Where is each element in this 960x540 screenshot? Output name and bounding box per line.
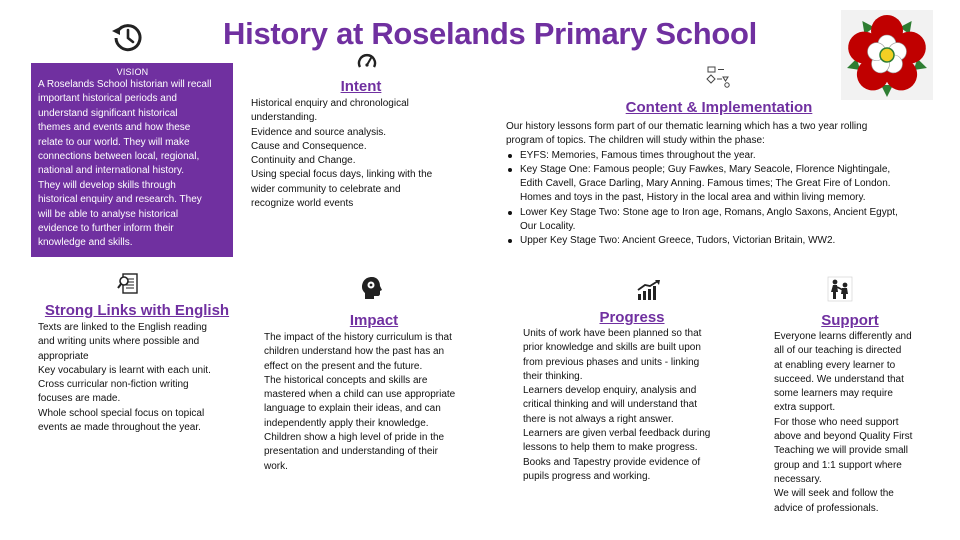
support-line: advice of professionals.: [774, 502, 879, 514]
impact-text: [264, 331, 494, 474]
intent-line: recognize world events: [251, 198, 354, 210]
impact-line: language to explain their ideas, and can: [264, 403, 441, 415]
content-intro-line: program of topics. The children will study within the phase:: [506, 135, 765, 147]
support-text: [774, 330, 954, 516]
support-line: We will seek and follow the: [774, 488, 894, 500]
support-line: above and beyond Quality First: [774, 431, 913, 443]
vision-line: themes and events and how these: [38, 122, 191, 134]
vision-text: [38, 78, 227, 251]
progress-line: pupils progress and working.: [523, 470, 651, 482]
phase-item: [520, 234, 936, 248]
vision-label: VISION: [116, 67, 149, 77]
impact-line: The historical concepts and skills are: [264, 374, 428, 386]
vision-line: historical enquiry and research. They: [38, 194, 202, 206]
english-line: Texts are linked to the English reading: [38, 322, 207, 333]
impact-heading: Impact: [349, 312, 399, 329]
english-line: Whole school special focus on topical: [38, 407, 205, 419]
intent-line: Evidence and source analysis.: [251, 126, 387, 138]
phase-item: [520, 163, 936, 206]
speedometer-icon: [357, 53, 377, 71]
support-line: Everyone learns differently and: [774, 331, 912, 342]
phase-line: Upper Key Stage Two: Ancient Greece, Tudors, Victorian Britain, WW2.: [520, 235, 836, 247]
impact-line: effect on the present and the future.: [264, 360, 423, 372]
support-line: Teaching we will provide small: [774, 445, 908, 457]
progress-line: their thinking.: [523, 370, 583, 382]
phase-line: Edith Cavell, Grace Darling, Mary Anning. Famous times; The Great Fire of London.: [520, 178, 891, 190]
progress-line: there is not always a right answer.: [523, 413, 674, 425]
intent-line: Historical enquiry and chronological: [251, 98, 409, 109]
vision-panel: [31, 63, 233, 257]
flowchart-icon: [706, 66, 732, 88]
impact-line: The impact of the history curriculum is that: [264, 332, 452, 343]
english-line: and writing units where possible and: [38, 336, 200, 348]
progress-line: Units of work have been planned so that: [523, 328, 702, 339]
vision-line: national and international history.: [38, 165, 185, 177]
english-line: Cross curricular non-fiction writing: [38, 379, 189, 391]
impact-line: work.: [264, 460, 288, 472]
vision-line: connections between local, regional,: [38, 151, 200, 163]
support-line: all of our teaching is directed: [774, 345, 902, 357]
content-heading: Content & Implementation: [625, 99, 813, 116]
impact-line: presentation and understanding of their: [264, 446, 439, 458]
tudor-rose-logo: [841, 10, 933, 100]
phase-line: Key Stage One: Famous people; Guy Fawkes, Mary Seacole, Florence Nightingale,: [520, 163, 891, 175]
phase-line: Homes and toys in the past, History in the local area and within living memory.: [520, 192, 866, 204]
impact-line: mastered when a child can use appropriate: [264, 389, 456, 401]
head-brain-icon: [361, 276, 383, 300]
impact-line: Children show a high level of pride in the: [264, 432, 445, 444]
impact-line: independently apply their knowledge.: [264, 417, 429, 429]
page-title: History at Roselands Primary School: [223, 16, 757, 51]
vision-line: will be able to analyse historical: [38, 208, 179, 220]
intent-line: Cause and Consequence.: [251, 140, 367, 152]
support-line: necessary.: [774, 473, 822, 485]
intent-text: [251, 97, 491, 211]
progress-heading: Progress: [599, 309, 665, 326]
content-text: [506, 120, 936, 249]
impact-line: children understand how the past has an: [264, 346, 445, 358]
vision-line: relate to our world. They will make: [38, 136, 190, 148]
progress-line: critical thinking and will understand that: [523, 399, 697, 411]
support-line: at enabling every learner to: [774, 359, 896, 371]
progress-line: prior knowledge and skills are built upon: [523, 342, 701, 354]
phase-line: Our Locality.: [520, 221, 576, 233]
content-intro-line: Our history lessons form part of our thematic learning which has a two year rolling: [506, 121, 868, 132]
progress-line: lessons to help them to make progress.: [523, 442, 698, 454]
english-heading: Strong Links with English: [44, 302, 230, 319]
vision-line: evidence to further inform their: [38, 223, 174, 235]
intent-heading: Intent: [340, 78, 382, 95]
vision-line: knowledge and skills.: [38, 237, 133, 249]
progress-text: [523, 327, 743, 484]
english-line: focuses are made.: [38, 393, 121, 405]
support-heading: Support: [821, 312, 879, 329]
english-line: events ae made throughout the year.: [38, 422, 201, 434]
english-line: Key vocabulary is learnt with each unit.: [38, 364, 211, 376]
support-line: group and 1:1 support where: [774, 459, 902, 471]
phase-line: EYFS: Memories, Famous times throughout the year.: [520, 149, 756, 161]
helping-hand-icon: [827, 276, 853, 302]
vision-line: understand significant historical: [38, 107, 178, 119]
phase-item: [520, 206, 936, 235]
progress-line: Learners develop enquiry, analysis and: [523, 385, 697, 397]
support-line: succeed. We understand that: [774, 373, 904, 385]
intent-line: understanding.: [251, 112, 318, 124]
intent-line: wider community to celebrate and: [251, 183, 401, 195]
phase-item: [520, 149, 936, 163]
phase-list: [506, 149, 936, 249]
document-magnifier-icon: [117, 272, 141, 296]
english-line: appropriate: [38, 350, 89, 362]
intent-line: Continuity and Change.: [251, 155, 356, 167]
progress-line: from previous phases and units - linking: [523, 356, 700, 368]
vision-line: A Roselands School historian will recall: [38, 79, 212, 90]
phase-line: Lower Key Stage Two: Stone age to Iron age, Romans, Anglo Saxons, Ancient Egypt,: [520, 206, 898, 218]
support-line: extra support.: [774, 402, 836, 414]
support-line: For those who need support: [774, 416, 899, 428]
vision-line: They will develop skills through: [38, 179, 176, 191]
growth-chart-icon: [636, 279, 662, 301]
progress-line: Books and Tapestry provide evidence of: [523, 456, 701, 468]
support-line: some learners may require: [774, 388, 893, 400]
english-text: [38, 321, 238, 435]
progress-line: Learners are given verbal feedback during: [523, 428, 711, 440]
vision-line: important historical periods and: [38, 93, 177, 105]
intent-line: Using special focus days, linking with the: [251, 169, 433, 181]
history-clock-icon: [110, 20, 144, 54]
